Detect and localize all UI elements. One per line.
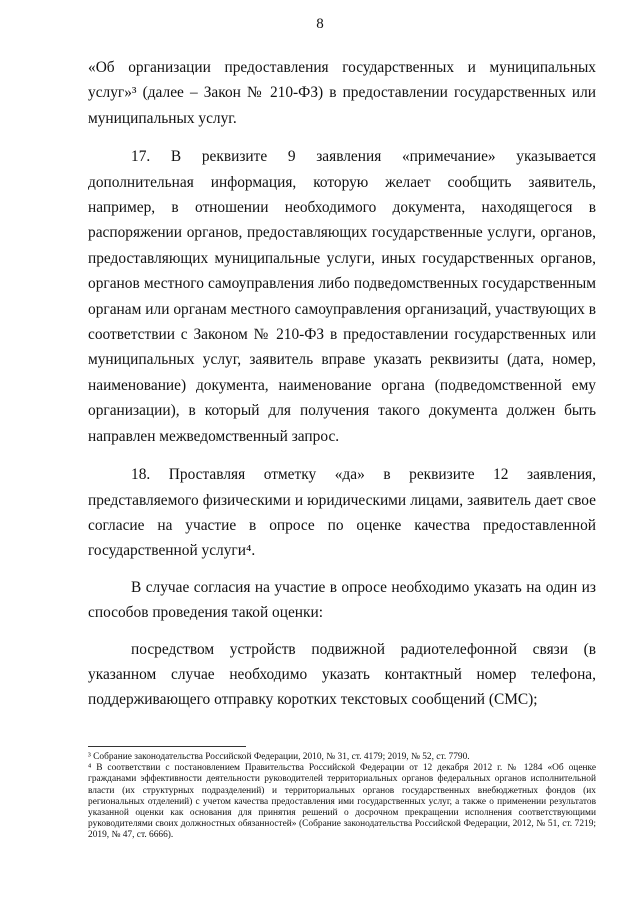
footnote-4: ⁴ В соответствии с постановлением Правительства Российской Федерации от 12 декабря 2012 г. № 1284 «Об оценке гражданами эффективности деятельности руководителей территориальных органов федеральных органов исполнительной власти (их структурных подразделений) и территориальных органов государственных внебюджетных фондов (их региональных отделений) с учетом качества предоставления ими государственных услуг, а также о применении результатов указанной оценки как основания для принятия решений о досрочном прекращении исполнения соответствующими руководителями своих должностных обязанностей» (Собрание законодательства Российской Федерации, 2012, № 51, ст. 7219; 2019, № 47, ст. 6666). [88, 763, 596, 841]
paragraph-17: 17. В реквизите 9 заявления «примечание» указывается дополнительная информация, которую желает сообщить заявитель, например, в отношении необходимого документа, находящегося в распоряжении органов, предоставляющих государственные услуги, органов, предоставляющих муниципальные услуги, иных государственных органов, органов местного самоуправления либо подведомственных государственным органам или органам местного самоуправления организаций, участвующих в соответствии с Законом № 210-ФЗ в предоставлении государственных или муниципальных услуг, заявитель вправе указать реквизиты (дата, номер, наименование) документа, наименование органа (подведомственной ему организации), в который для получения такого документа должен быть направлен межведомственный запрос. [88, 148, 596, 445]
page-number: 8 [316, 16, 324, 32]
footnotes [88, 752, 596, 842]
paragraph-mobile-method: посредством устройств подвижной радиотелефонной связи (в указанном случае необходимо указать контактный номер телефона, поддерживающего отправку коротких текстовых сообщений (СМС); [88, 640, 596, 709]
footnote-separator [88, 746, 246, 747]
paragraph-continuation: «Об организации предоставления государственных и муниципальных услуг»³ (далее – Закон № 210-ФЗ) в предоставлении государственных или муниципальных услуг. [88, 59, 596, 127]
paragraph-18: 18. Проставляя отметку «да» в реквизите 12 заявления, представляемого физическими и юридическими лицами, заявитель дает свое согласие на участие в опросе по оценке качества предоставленной государственной услуги⁴. [88, 466, 596, 560]
footnote-3: ³ Собрание законодательства Российской Федерации, 2010, № 31, ст. 4179; 2019, № 52, ст. 7790. [88, 752, 470, 762]
paragraph-consent: В случае согласия на участие в опросе необходимо указать на один из способов проведения такой оценки: [88, 578, 596, 622]
main-text [88, 55, 596, 713]
